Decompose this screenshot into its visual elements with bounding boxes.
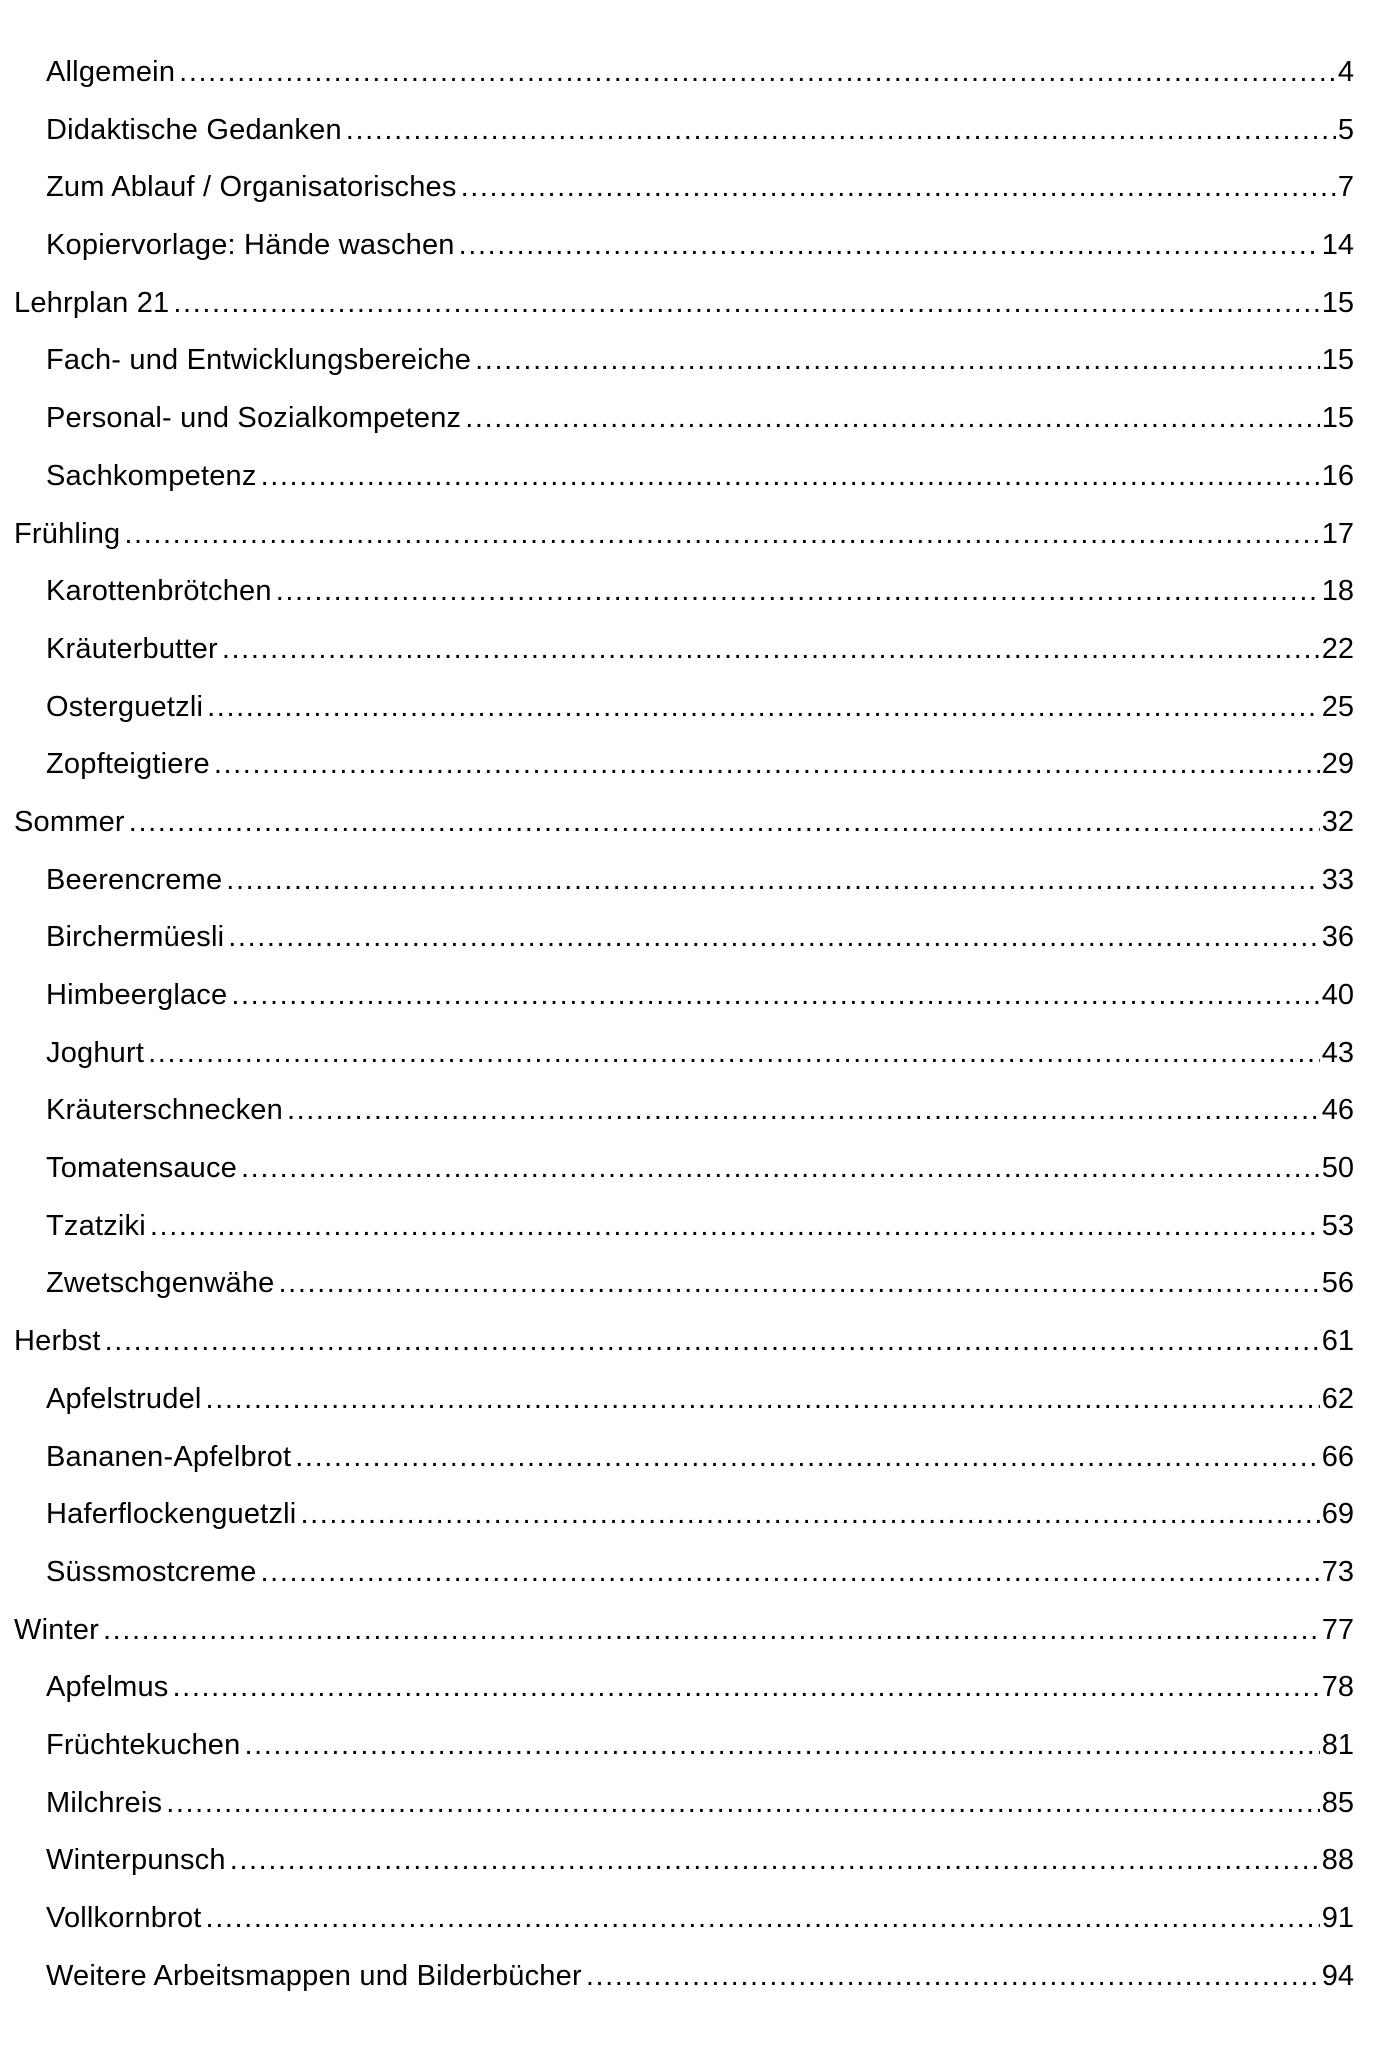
toc-dot-leader <box>206 1890 1320 1948</box>
toc-subsection-entry[interactable] <box>0 967 1378 1025</box>
toc-dot-leader <box>206 1371 1320 1429</box>
toc-dot-leader <box>150 1198 1320 1256</box>
toc-entry-title: Winterpunsch <box>46 1844 226 1877</box>
toc-entry-title: Sachkompetenz <box>46 459 257 492</box>
toc-entry-title: Kopiervorlage: Hände waschen <box>46 229 455 262</box>
toc-dot-leader <box>173 275 1319 333</box>
toc-subsection-entry[interactable] <box>0 102 1378 160</box>
toc-subsection-entry[interactable] <box>0 159 1378 217</box>
toc-entry-page-number: 66 <box>1321 1440 1354 1473</box>
toc-subsection-entry[interactable] <box>0 448 1378 506</box>
toc-subsection-entry[interactable] <box>0 1140 1378 1198</box>
toc-subsection-entry[interactable] <box>0 909 1378 967</box>
toc-entry-title: Karottenbrötchen <box>46 575 272 608</box>
toc-section-entry[interactable] <box>0 1602 1378 1660</box>
toc-dot-leader <box>173 1659 1320 1717</box>
toc-dot-leader <box>148 1025 1320 1083</box>
toc-subsection-entry[interactable] <box>0 44 1378 102</box>
toc-entry-title: Kräuterschnecken <box>46 1094 283 1127</box>
toc-subsection-entry[interactable] <box>0 852 1378 910</box>
toc-entry-title: Beerencreme <box>46 863 223 896</box>
toc-entry-page-number: 4 <box>1337 56 1354 88</box>
toc-entry-title: Himbeerglace <box>46 979 228 1011</box>
toc-entry-page-number: 32 <box>1321 805 1354 838</box>
toc-subsection-entry[interactable] <box>0 679 1378 737</box>
toc-dot-leader <box>346 102 1336 160</box>
toc-dot-leader <box>459 217 1320 275</box>
toc-subsection-entry[interactable] <box>0 1371 1378 1429</box>
toc-dot-leader <box>475 332 1320 390</box>
toc-dot-leader <box>129 794 1320 852</box>
toc-entry-title: Früchtekuchen <box>46 1728 241 1761</box>
toc-entry-page-number: 36 <box>1321 921 1354 954</box>
toc-entry-title: Herbst <box>14 1325 101 1358</box>
toc-entry-title: Bananen-Apfelbrot <box>46 1440 292 1473</box>
toc-entry-title: Joghurt <box>46 1036 145 1069</box>
toc-entry-title: Lehrplan 21 <box>14 286 170 319</box>
toc-dot-leader <box>279 1255 1320 1313</box>
toc-entry-title: Zum Ablauf / Organisatorisches <box>46 171 457 204</box>
toc-entry-title: Zwetschgenwähe <box>46 1267 275 1300</box>
toc-subsection-entry[interactable] <box>0 1198 1378 1256</box>
toc-entry-title: Apfelstrudel <box>46 1382 202 1415</box>
toc-entry-page-number: 25 <box>1321 690 1354 723</box>
toc-entry-title: Tzatziki <box>46 1209 146 1242</box>
toc-entry-page-number: 33 <box>1321 863 1354 896</box>
toc-dot-leader <box>300 1486 1319 1544</box>
toc-subsection-entry[interactable] <box>0 1486 1378 1544</box>
toc-entry-page-number: 81 <box>1321 1728 1354 1761</box>
toc-entry-page-number: 7 <box>1337 171 1354 204</box>
toc-dot-leader <box>103 1602 1320 1660</box>
toc-entry-page-number: 5 <box>1337 113 1354 146</box>
toc-entry-page-number: 78 <box>1321 1671 1354 1704</box>
toc-subsection-entry[interactable] <box>0 1659 1378 1717</box>
toc-list <box>0 44 1378 2005</box>
toc-entry-page-number: 88 <box>1321 1844 1354 1877</box>
toc-entry-title: Frühling <box>14 517 121 550</box>
toc-entry-title: Osterguetzli <box>46 690 204 723</box>
toc-dot-leader <box>261 1544 1320 1602</box>
toc-entry-title: Vollkornbrot <box>46 1902 202 1934</box>
toc-subsection-entry[interactable] <box>0 217 1378 275</box>
toc-entry-page-number: 50 <box>1321 1152 1354 1185</box>
toc-dot-leader <box>244 1717 1319 1775</box>
toc-entry-title: Haferflockenguetzli <box>46 1498 297 1531</box>
toc-entry-title: Weitere Arbeitsmappen und Bilderbücher <box>46 1959 582 1992</box>
toc-entry-title: Allgemein <box>46 56 176 88</box>
toc-subsection-entry[interactable] <box>0 390 1378 448</box>
toc-subsection-entry[interactable] <box>0 621 1378 679</box>
toc-entry-title: Kräuterbutter <box>46 632 218 665</box>
toc-subsection-entry[interactable] <box>0 1082 1378 1140</box>
toc-subsection-entry[interactable] <box>0 1948 1378 2006</box>
toc-entry-title: Fach- und Entwicklungsbereiche <box>46 344 472 377</box>
toc-dot-leader <box>222 621 1320 679</box>
toc-subsection-entry[interactable] <box>0 1429 1378 1487</box>
toc-entry-page-number: 69 <box>1321 1498 1354 1531</box>
toc-dot-leader <box>105 1313 1320 1371</box>
toc-section-entry[interactable] <box>0 275 1378 333</box>
toc-entry-page-number: 73 <box>1321 1555 1354 1588</box>
toc-dot-leader <box>207 679 1320 737</box>
toc-dot-leader <box>230 1832 1320 1890</box>
toc-entry-page-number: 85 <box>1321 1786 1354 1819</box>
toc-entry-page-number: 91 <box>1321 1902 1354 1934</box>
toc-dot-leader <box>228 909 1319 967</box>
toc-subsection-entry[interactable] <box>0 1775 1378 1833</box>
toc-dot-leader <box>586 1948 1320 2006</box>
toc-subsection-entry[interactable] <box>0 332 1378 390</box>
toc-dot-leader <box>276 563 1320 621</box>
toc-entry-page-number: 18 <box>1321 575 1354 608</box>
toc-entry-page-number: 46 <box>1321 1094 1354 1127</box>
toc-entry-page-number: 14 <box>1321 229 1354 262</box>
toc-subsection-entry[interactable] <box>0 1890 1378 1948</box>
toc-subsection-entry[interactable] <box>0 736 1378 794</box>
toc-entry-page-number: 16 <box>1321 459 1354 492</box>
toc-entry-page-number: 15 <box>1321 286 1354 319</box>
toc-section-entry[interactable] <box>0 1313 1378 1371</box>
toc-entry-page-number: 43 <box>1321 1036 1354 1069</box>
toc-dot-leader <box>124 506 1319 564</box>
toc-entry-title: Tomatensauce <box>46 1152 238 1185</box>
toc-subsection-entry[interactable] <box>0 1832 1378 1890</box>
toc-subsection-entry[interactable] <box>0 1544 1378 1602</box>
toc-subsection-entry[interactable] <box>0 1255 1378 1313</box>
toc-entry-page-number: 29 <box>1321 748 1354 781</box>
toc-entry-title: Süssmostcreme <box>46 1555 257 1588</box>
toc-entry-title: Birchermüesli <box>46 921 225 954</box>
toc-dot-leader <box>241 1140 1320 1198</box>
toc-dot-leader <box>214 736 1320 794</box>
toc-dot-leader <box>465 390 1319 448</box>
toc-entry-page-number: 56 <box>1321 1267 1354 1300</box>
toc-entry-page-number: 62 <box>1321 1382 1354 1415</box>
toc-section-entry[interactable] <box>0 506 1378 564</box>
toc-dot-leader <box>231 967 1319 1025</box>
toc-entry-page-number: 40 <box>1321 979 1354 1011</box>
toc-entry-title: Sommer <box>14 805 125 838</box>
toc-entry-page-number: 77 <box>1321 1613 1354 1646</box>
toc-entry-page-number: 94 <box>1321 1959 1354 1992</box>
toc-dot-leader <box>287 1082 1320 1140</box>
toc-dot-leader <box>261 448 1320 506</box>
toc-section-entry[interactable] <box>0 794 1378 852</box>
toc-entry-page-number: 53 <box>1321 1209 1354 1242</box>
toc-subsection-entry[interactable] <box>0 563 1378 621</box>
toc-entry-page-number: 22 <box>1321 632 1354 665</box>
toc-dot-leader <box>166 1775 1320 1833</box>
toc-entry-page-number: 15 <box>1321 402 1354 435</box>
toc-subsection-entry[interactable] <box>0 1025 1378 1083</box>
toc-entry-title: Winter <box>14 1613 99 1646</box>
toc-entry-page-number: 17 <box>1321 517 1354 550</box>
toc-entry-title: Zopfteigtiere <box>46 748 210 781</box>
toc-dot-leader <box>226 852 1319 910</box>
toc-dot-leader <box>179 44 1336 102</box>
toc-dot-leader <box>461 159 1336 217</box>
toc-subsection-entry[interactable] <box>0 1717 1378 1775</box>
toc-entry-title: Personal- und Sozialkompetenz <box>46 402 462 435</box>
toc-entry-page-number: 61 <box>1321 1325 1354 1358</box>
toc-entry-title: Apfelmus <box>46 1671 169 1704</box>
toc-dot-leader <box>295 1429 1319 1487</box>
toc-entry-page-number: 15 <box>1321 344 1354 377</box>
toc-entry-title: Milchreis <box>46 1786 163 1819</box>
toc-entry-title: Didaktische Gedanken <box>46 113 342 146</box>
